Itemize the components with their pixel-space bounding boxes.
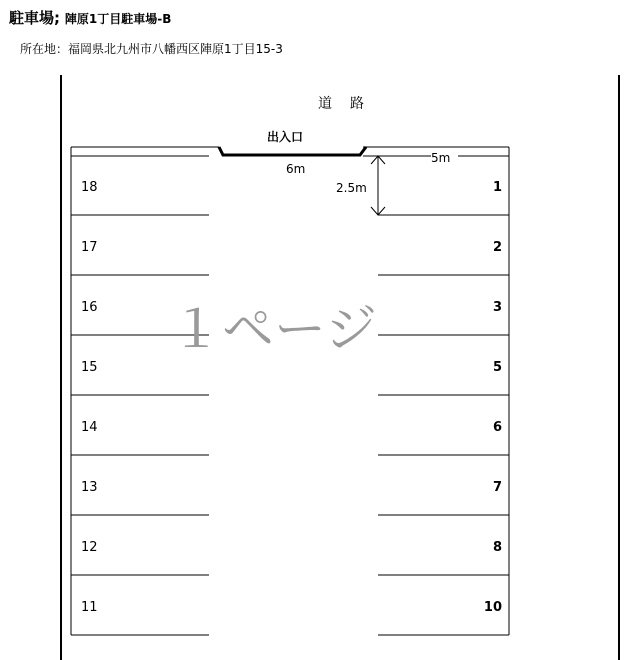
space-number: 1 [492,180,502,195]
road-label: 道路 [318,96,382,112]
entrance-label: 出入口 [267,130,304,144]
space-number: 10 [483,600,502,615]
space-number: 15 [81,360,98,375]
address-text: 所在地：福岡県北九州市八幡西区陣原1丁目15-3 [20,42,283,56]
road-width-label: 6m [286,162,306,176]
entrance-gate [219,147,366,155]
space-number: 3 [492,300,502,315]
space-length-label: 5m [431,151,451,165]
parking-name: 陣原1丁目駐車場-B [64,12,172,26]
space-number: 6 [492,420,502,435]
space-number: 11 [81,600,98,615]
left-parking-block [71,147,209,635]
space-number: 13 [81,480,98,495]
space-number: 12 [81,540,98,555]
space-number: 5 [492,360,502,375]
space-number: 2 [492,240,502,255]
right-parking-block [378,147,509,635]
space-number: 18 [81,180,98,195]
space-number: 7 [492,480,502,495]
title-label: 駐車場; [9,9,60,27]
space-number: 14 [81,420,98,435]
page-watermark: １ページ [170,300,377,360]
space-number: 8 [492,540,502,555]
space-number: 17 [81,240,98,255]
space-width-label: 2.5m [336,181,367,195]
space-number: 16 [81,300,98,315]
